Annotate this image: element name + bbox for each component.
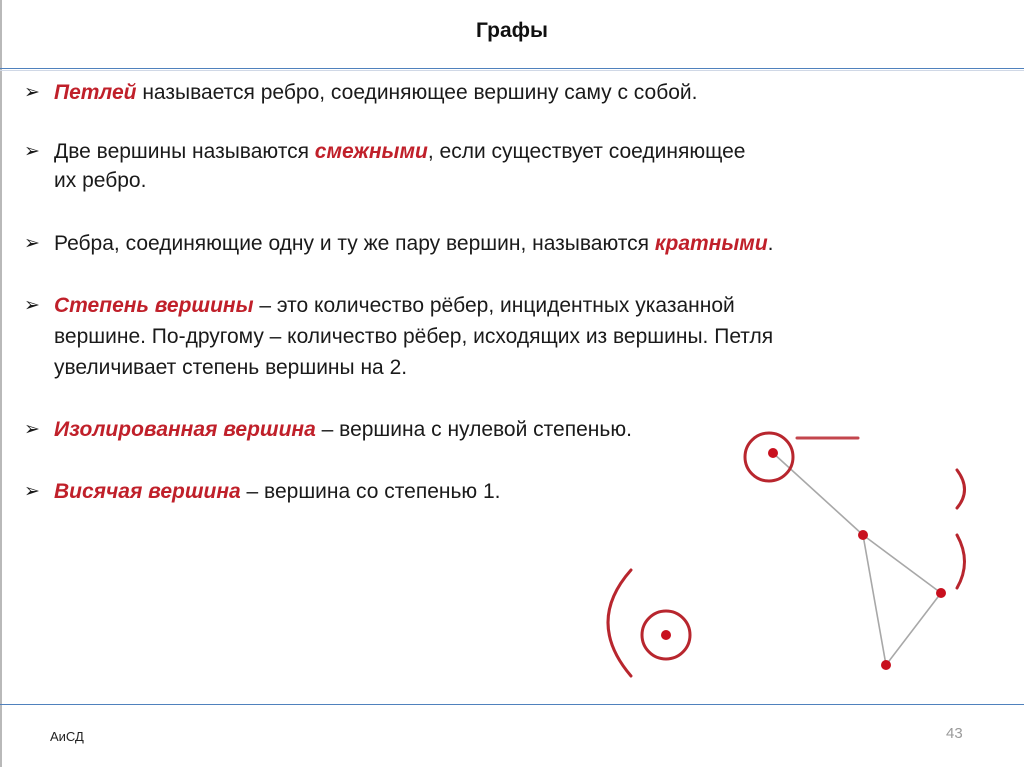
term-pendant: Висячая вершина	[54, 480, 241, 503]
decor-arc	[957, 470, 965, 508]
graph-edge	[863, 535, 886, 665]
term-multiple: кратными	[654, 232, 768, 255]
arrow-bullet-icon: ➢	[24, 141, 40, 162]
slide-title: Графы	[476, 19, 548, 42]
footer-course: АиСД	[50, 729, 84, 744]
term-isolated: Изолированная вершина	[54, 418, 316, 441]
graph-vertex	[936, 588, 946, 598]
arrow-bullet-icon: ➢	[24, 295, 40, 316]
bullet-text: , если существует соединяющее	[427, 140, 746, 163]
bullet-text-line2: их ребро.	[54, 169, 147, 192]
graph-vertex	[661, 630, 671, 640]
bullet-text: – вершина с нулевой степенью.	[315, 418, 632, 441]
bullet-text: – это количество рёбер, инцидентных указанной	[253, 294, 735, 317]
graph-edge	[886, 593, 941, 665]
term-degree: Степень вершины	[54, 294, 254, 317]
arrow-bullet-icon: ➢	[24, 419, 40, 440]
bullet-text-line3: увеличивает степень вершины на 2.	[54, 356, 408, 379]
bullet-text: Две вершины называются	[54, 140, 315, 163]
decor-arc	[957, 535, 965, 588]
bullet-text: – вершина со степенью 1.	[240, 480, 501, 503]
arrow-bullet-icon: ➢	[24, 233, 40, 254]
graph-vertex	[768, 448, 778, 458]
footer-divider	[0, 704, 1024, 705]
graph-vertex	[858, 530, 868, 540]
bullet-text-line2: вершине. По-другому – количество рёбер, исходящих из вершины. Петля	[54, 325, 774, 348]
arrow-bullet-icon: ➢	[24, 481, 40, 502]
decor-arc	[608, 570, 631, 676]
graph-edge	[863, 535, 941, 593]
bullet-text: называется ребро, соединяющее вершину саму с собой.	[136, 81, 698, 104]
term-loop: Петлей	[54, 81, 137, 104]
page-number: 43	[946, 725, 963, 742]
graph-edge	[773, 453, 863, 535]
arrow-bullet-icon: ➢	[24, 82, 40, 103]
bullet-text: .	[767, 232, 774, 255]
bullet-text: Ребра, соединяющие одну и ту же пару вершин, называются	[54, 232, 655, 255]
graph-vertex	[881, 660, 891, 670]
pendant-vertex-ring	[745, 433, 793, 481]
term-adjacent: смежными	[314, 140, 428, 163]
